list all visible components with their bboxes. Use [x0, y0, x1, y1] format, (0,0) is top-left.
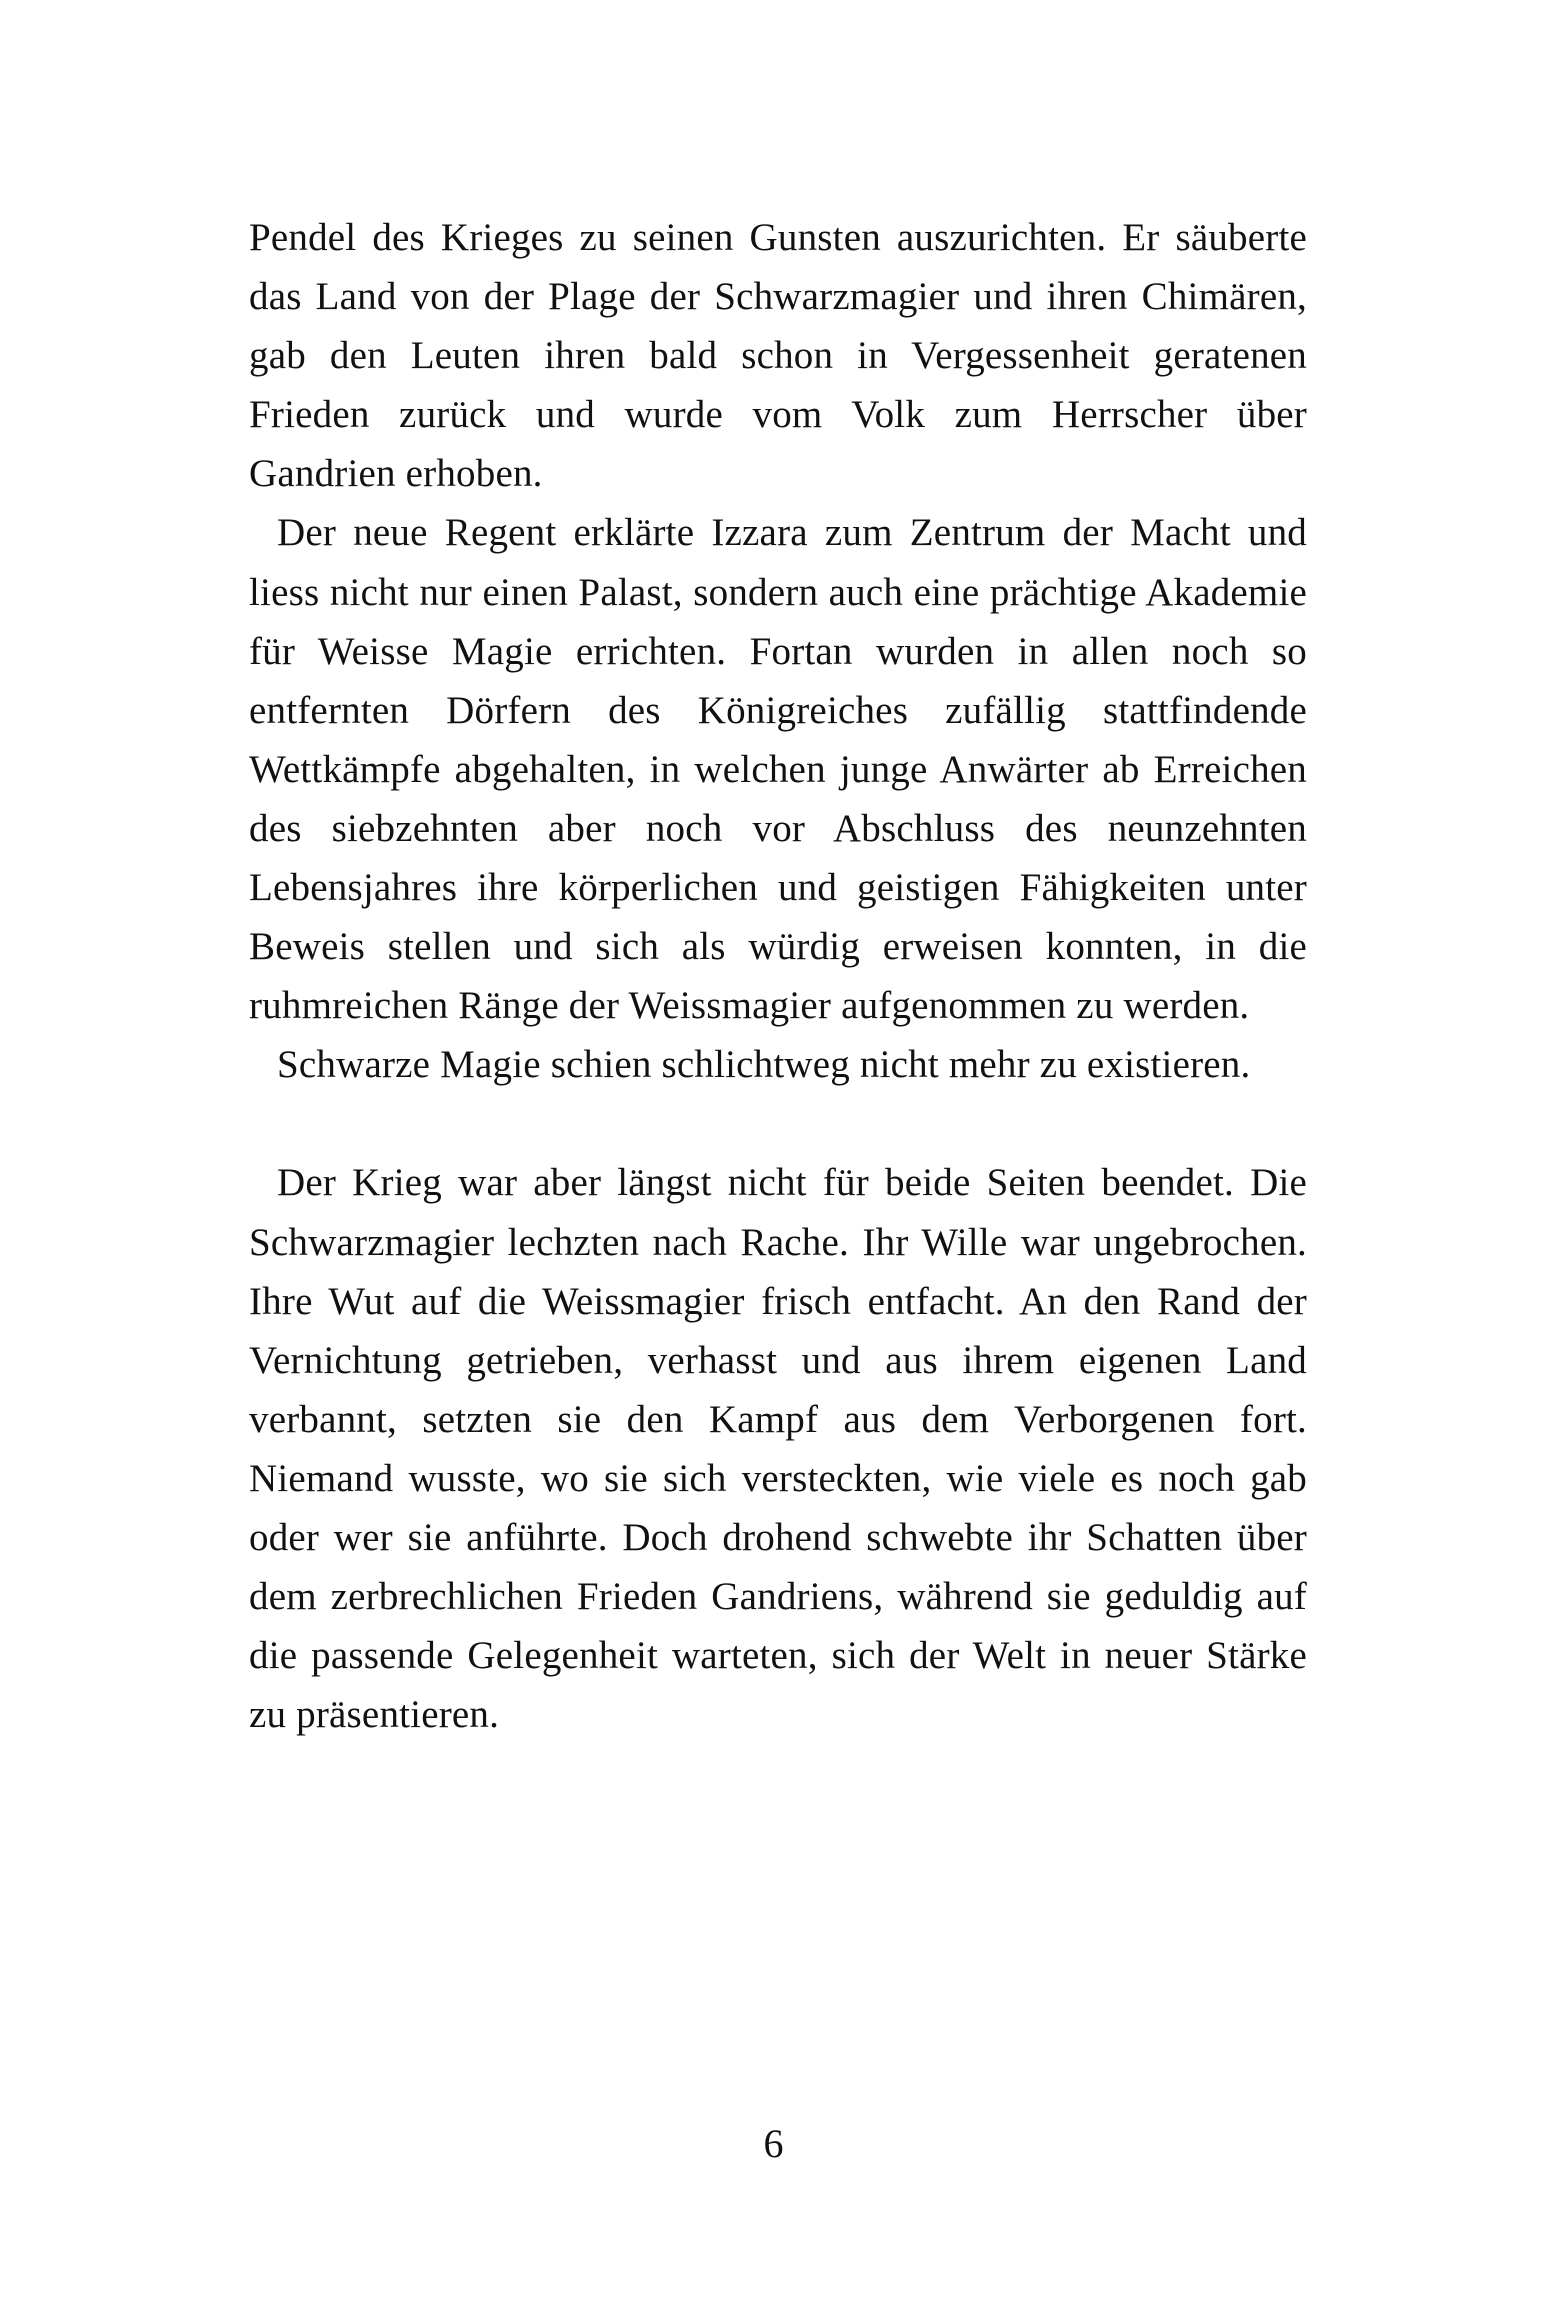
paragraph-4: Der Krieg war aber längst nicht für beide Seiten beendet. Die Schwarzmagier lechzten nach Rache. Ihr Wille war ungebrochen. Ihre Wut auf die Weissmagier frisch entfacht. An den Rand der Vernichtung getrieben, verhasst und aus ihrem eigenen Land verbannt, setzten sie den Kampf aus dem Verborgenen fort. Niemand wusste, wo sie sich versteckten, wie viele es noch gab oder wer sie anführte. Doch drohend schwebte ihr Schatten über dem zerbrechlichen Frieden Gandriens, während sie geduldig auf die passende Gelegenheit warteten, sich der Welt in neuer Stärke zu präsentieren. — [249, 1161, 1307, 1737]
paragraph-3: Schwarze Magie schien schlichtweg nicht mehr zu existieren. — [277, 1043, 1251, 1087]
page-body — [249, 208, 1307, 1744]
section-break — [249, 1094, 1307, 1153]
paragraph-2: Der neue Regent erklärte Izzara zum Zentrum der Macht und liess nicht nur einen Palast, sondern auch eine prächtige Akademie für Weisse Magie errichten. Fortan wurden in allen noch so entfernten Dörfern des Königreiches zufällig stattfindende Wettkämpfe abgehalten, in welchen junge Anwärter ab Erreichen des siebzehnten aber noch vor Abschluss des neunzehnten Lebensjahres ihre körperlichen und geistigen Fähigkeiten unter Beweis stellen und sich als würdig erweisen konnten, in die ruhmreichen Ränge der Weissmagier aufgenommen zu werden. — [249, 511, 1307, 1028]
paragraph-1: Pendel des Krieges zu seinen Gunsten auszurichten. Er säuberte das Land von der Plage der Schwarzmagier und ihren Chimären, gab den Leuten ihren bald schon in Vergessenheit geratenen Frieden zurück und wurde vom Volk zum Herrscher über Gandrien erhoben. — [249, 216, 1307, 496]
page-number: 6 — [763, 2121, 784, 2166]
